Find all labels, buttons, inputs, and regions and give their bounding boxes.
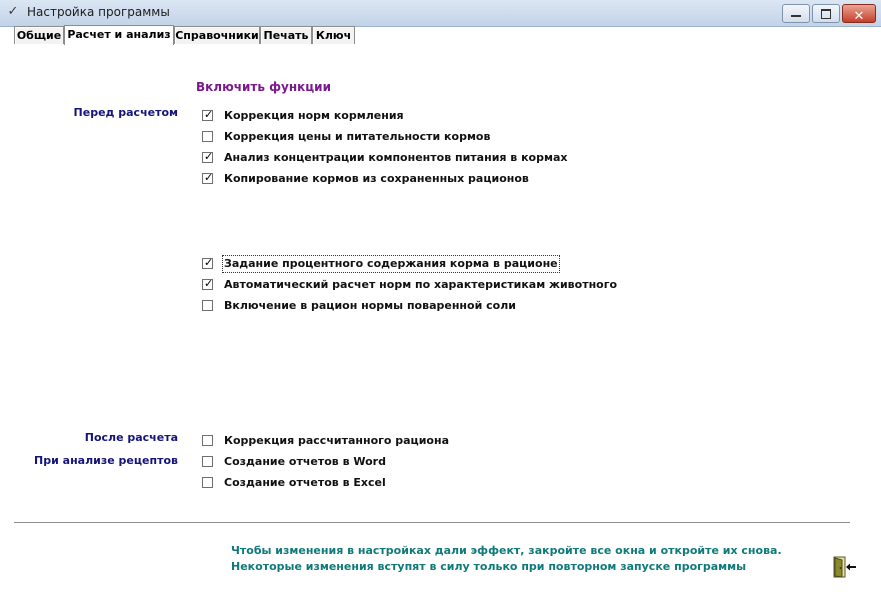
exit-door-icon xyxy=(832,556,858,578)
section-before-calculation: Перед расчетом xyxy=(73,106,178,119)
close-icon: ✕ xyxy=(853,9,865,24)
maximize-button[interactable] xyxy=(812,4,840,23)
divider xyxy=(14,522,850,524)
checkmark-icon: ✓ xyxy=(204,171,214,184)
check-app-icon[interactable]: ✓ xyxy=(7,4,19,19)
option-label: Коррекция рассчитанного рациона xyxy=(224,434,450,447)
checkmark-icon: ✓ xyxy=(204,277,214,290)
section-after-calculation: После расчета xyxy=(84,431,178,444)
minimize-icon xyxy=(791,15,801,17)
close-button[interactable] xyxy=(842,4,876,23)
title-bar[interactable] xyxy=(0,0,881,27)
checkbox[interactable] xyxy=(202,131,213,142)
option-label: Задание процентного содержания корма в рационе xyxy=(224,257,558,270)
maximize-icon xyxy=(821,9,831,19)
functions-heading: Включить функции xyxy=(196,80,331,94)
checkbox[interactable] xyxy=(202,300,213,311)
checkbox[interactable] xyxy=(202,110,213,121)
checkbox[interactable] xyxy=(202,477,213,488)
tab-general[interactable]: Общие xyxy=(14,26,64,44)
checkmark-icon: ✓ xyxy=(204,256,214,269)
checkbox[interactable] xyxy=(202,258,213,269)
tab-key[interactable]: Ключ xyxy=(312,26,355,44)
minimize-button[interactable] xyxy=(782,4,810,23)
option-label: Создание отчетов в Excel xyxy=(224,476,386,489)
tab-print[interactable]: Печать xyxy=(260,26,312,44)
checkbox[interactable] xyxy=(202,173,213,184)
checkbox[interactable] xyxy=(202,279,213,290)
option-label: Копирование кормов из сохраненных рационов xyxy=(224,172,529,185)
restart-notice-line-2: Некоторые изменения вступят в силу только при повторном запуске программы xyxy=(231,560,747,573)
tab-reference-books[interactable]: Справочники xyxy=(174,26,260,44)
checkbox[interactable] xyxy=(202,456,213,467)
checkbox[interactable] xyxy=(202,435,213,446)
checkmark-icon: ✓ xyxy=(204,108,214,121)
window-title: Настройка программы xyxy=(27,5,170,19)
checkmark-icon: ✓ xyxy=(204,150,214,163)
option-label: Создание отчетов в Word xyxy=(224,455,386,468)
option-label: Включение в рацион нормы поваренной соли xyxy=(224,299,516,312)
option-label: Автоматический расчет норм по характеристикам животного xyxy=(224,278,618,291)
option-label: Анализ концентрации компонентов питания в кормах xyxy=(224,151,568,164)
option-label: Коррекция цены и питательности кормов xyxy=(224,130,491,143)
tab-calculation-analysis[interactable]: Расчет и анализ xyxy=(64,25,174,45)
restart-notice-line-1: Чтобы изменения в настройках дали эффект, закройте все окна и откройте их снова. xyxy=(231,544,782,557)
option-label: Коррекция норм кормления xyxy=(224,109,404,122)
exit-button[interactable] xyxy=(832,556,858,578)
section-recipe-analysis: При анализе рецептов xyxy=(34,454,178,467)
checkbox[interactable] xyxy=(202,152,213,163)
